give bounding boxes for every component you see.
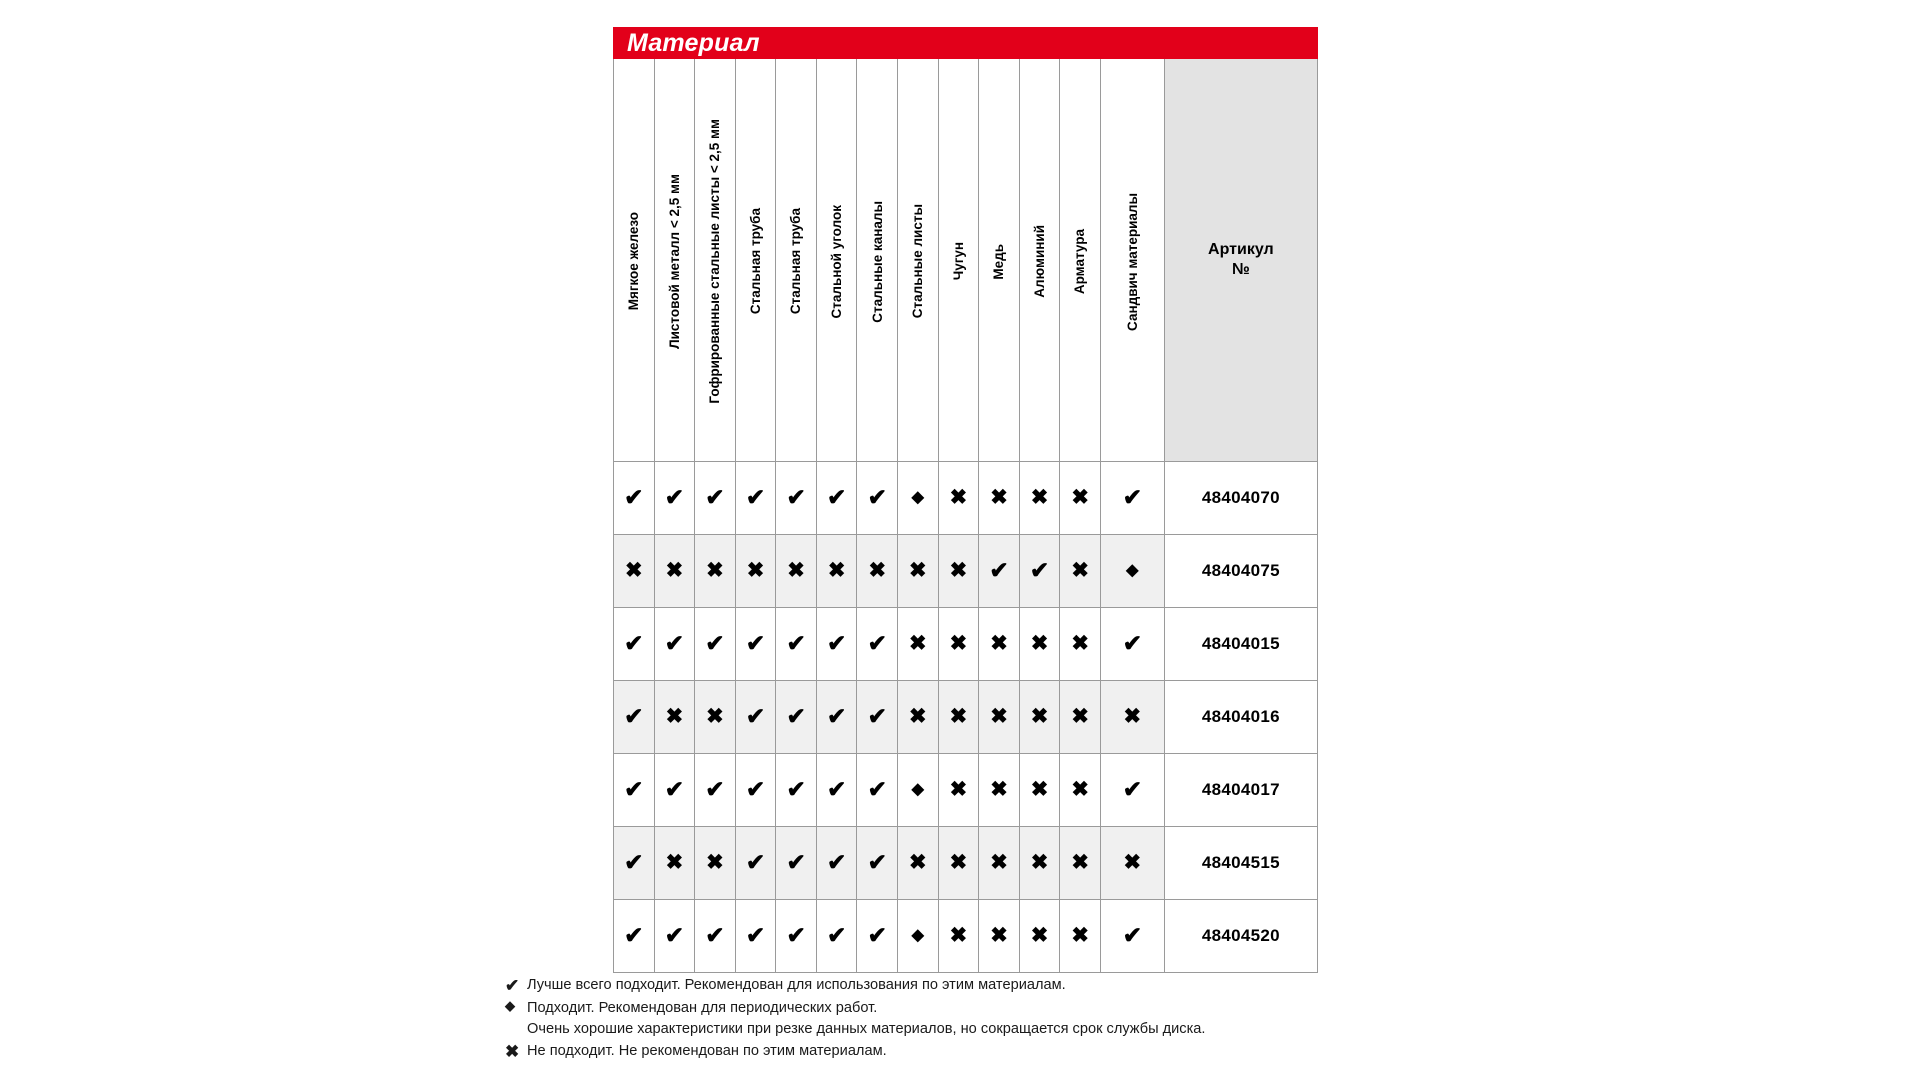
table-row [614,754,1318,827]
matrix-head [614,59,1318,462]
table-row [614,462,1318,535]
cell-steel_pipe [735,608,776,681]
column-header-label: Гофрированные стальные листы < 2,5 мм [707,119,723,404]
cell-sandwich [1100,754,1164,827]
cell-copper [979,754,1020,827]
cell-steel_plates [898,900,939,973]
matrix-table [613,59,1318,973]
cross-icon: ✖ [909,851,927,874]
column-header-soft_iron [614,59,655,462]
legend-item [505,998,1405,1040]
column-header-steel_plates [898,59,939,462]
cross-icon: ✖ [706,851,724,874]
cell-sheet_metal [654,535,695,608]
check-icon: ✔ [1122,922,1142,948]
column-header-steel_pipe [735,59,776,462]
check-icon: ✔ [1029,557,1050,583]
column-header-aluminium [1019,59,1060,462]
cell-article-number: 48404015 [1164,608,1317,681]
table-title: Материал [613,27,1318,59]
cell-steel_pipe [735,462,776,535]
diamond-icon: ◆ [1126,562,1139,579]
cell-corrugated_sheets [695,900,736,973]
column-header-label: Сандвич материалы [1124,192,1140,331]
cell-steel_channels [857,535,898,608]
cell-sandwich [1100,608,1164,681]
cross-icon: ✖ [624,559,643,582]
check-icon: ✔ [745,776,766,802]
check-icon: ✔ [624,849,644,875]
cell-cast_iron [938,462,979,535]
cross-icon: ✖ [827,559,846,582]
check-icon: ✔ [827,630,847,656]
column-header-copper [979,59,1020,462]
cell-article-number: 48404515 [1164,827,1317,900]
cell-steel_angle [816,827,857,900]
matrix-body [614,462,1318,973]
legend [505,975,1405,1065]
cell-cast_iron [938,900,979,973]
cell-aluminium [1019,535,1060,608]
cross-icon: ✖ [1030,924,1049,947]
article-header-line2: № [1231,261,1250,278]
cell-steel_plates [898,535,939,608]
check-icon: ✔ [827,484,847,510]
cell-steel_angle [816,462,857,535]
cell-aluminium [1019,827,1060,900]
check-icon: ✔ [867,703,887,729]
cross-icon: ✖ [1123,851,1142,874]
cross-icon: ✖ [949,851,968,874]
cell-sheet_metal [654,681,695,754]
cell-rebar [1060,608,1101,681]
check-icon: ✔ [745,703,766,729]
check-icon: ✔ [786,776,806,802]
cross-icon: ✖ [990,486,1008,509]
cell-copper [979,900,1020,973]
cell-steel_tube [776,535,817,608]
cell-sheet_metal [654,462,695,535]
cross-icon: ✖ [990,851,1008,874]
check-icon: ✔ [786,849,806,875]
cell-soft_iron [614,900,655,973]
check-icon: ✔ [867,630,887,656]
legend-symbol-icon: ◆ [505,998,515,1014]
cell-copper [979,681,1020,754]
check-icon: ✔ [786,922,806,948]
cross-icon: ✖ [1030,778,1049,801]
legend-item [505,1041,1405,1063]
diamond-icon: ◆ [911,489,924,506]
cross-icon: ✖ [868,559,887,582]
cross-icon: ✖ [665,559,684,582]
column-header-sandwich [1100,59,1164,462]
column-header-steel_angle [816,59,857,462]
cross-icon: ✖ [1071,705,1089,728]
cross-icon: ✖ [1071,632,1089,655]
cross-icon: ✖ [746,559,765,582]
cell-cast_iron [938,535,979,608]
cell-sandwich [1100,827,1164,900]
check-icon: ✔ [664,630,684,656]
cell-aluminium [1019,462,1060,535]
cell-steel_angle [816,681,857,754]
check-icon: ✔ [989,557,1009,583]
cell-steel_angle [816,754,857,827]
cross-icon: ✖ [1071,851,1089,874]
legend-text: Подходит. Рекомендован для периодических работ. [527,1000,878,1017]
cell-cast_iron [938,827,979,900]
cross-icon: ✖ [949,924,968,947]
check-icon: ✔ [867,922,887,948]
cell-aluminium [1019,754,1060,827]
cell-sheet_metal [654,608,695,681]
cell-steel_channels [857,900,898,973]
check-icon: ✔ [827,703,847,729]
cell-rebar [1060,754,1101,827]
cell-steel_tube [776,900,817,973]
cross-icon: ✖ [706,705,724,728]
cross-icon: ✖ [949,705,968,728]
check-icon: ✔ [624,630,644,656]
check-icon: ✔ [1122,776,1142,802]
column-header-label: Чугун [950,242,966,281]
cell-soft_iron [614,535,655,608]
column-header-label: Стальная труба [747,208,763,315]
cell-steel_pipe [735,827,776,900]
table-row [614,535,1318,608]
cell-article-number: 48404075 [1164,535,1317,608]
cell-soft_iron [614,462,655,535]
check-icon: ✔ [624,703,644,729]
legend-text-block [527,975,1405,996]
cell-copper [979,608,1020,681]
cell-corrugated_sheets [695,681,736,754]
check-icon: ✔ [705,922,725,948]
cell-steel_angle [816,608,857,681]
cell-steel_pipe [735,681,776,754]
column-header-corrugated_sheets [695,59,736,462]
cell-copper [979,462,1020,535]
legend-symbol-icon: ✔ [505,976,520,995]
legend-text: Не подходит. Не рекомендован по этим материалам. [527,1043,887,1060]
cross-icon: ✖ [909,632,927,655]
cell-sheet_metal [654,900,695,973]
legend-text-block [527,998,1405,1040]
column-header-steel_channels [857,59,898,462]
cross-icon: ✖ [1071,778,1089,801]
cell-soft_iron [614,681,655,754]
article-header-line1: Артикул [1208,241,1274,258]
cross-icon: ✖ [990,778,1008,801]
check-icon: ✔ [705,776,725,802]
cell-corrugated_sheets [695,535,736,608]
cell-sandwich [1100,535,1164,608]
cell-steel_channels [857,827,898,900]
check-icon: ✔ [745,922,766,948]
column-header-label: Мягкое железо [626,212,642,311]
cross-icon: ✖ [1030,705,1049,728]
cell-corrugated_sheets [695,462,736,535]
cell-steel_plates [898,608,939,681]
cell-rebar [1060,535,1101,608]
cell-rebar [1060,827,1101,900]
cell-cast_iron [938,608,979,681]
legend-text-block [527,1041,1405,1062]
cell-steel_tube [776,681,817,754]
cell-corrugated_sheets [695,608,736,681]
cell-aluminium [1019,900,1060,973]
cell-steel_tube [776,827,817,900]
column-header-steel_tube [776,59,817,462]
table-row [614,608,1318,681]
column-header-article-label [1165,240,1317,280]
cross-icon: ✖ [909,559,927,582]
cell-corrugated_sheets [695,754,736,827]
column-header-label: Листовой металл < 2,5 мм [666,174,682,349]
cell-aluminium [1019,681,1060,754]
cell-article-number: 48404017 [1164,754,1317,827]
check-icon: ✔ [624,484,644,510]
table-row [614,827,1318,900]
legend-subtext: Очень хорошие характеристики при резке данных материалов, но сокращается срок службы диска. [527,1021,1206,1038]
cell-steel_channels [857,608,898,681]
check-icon: ✔ [827,776,847,802]
check-icon: ✔ [867,776,887,802]
legend-item [505,975,1405,997]
cross-icon: ✖ [949,486,968,509]
cell-steel_plates [898,754,939,827]
cell-article-number: 48404520 [1164,900,1317,973]
cell-steel_tube [776,754,817,827]
legend-text: Лучше всего подходит. Рекомендован для использования по этим материалам. [527,977,1066,993]
cell-cast_iron [938,681,979,754]
column-header-label: Арматура [1072,228,1088,295]
cross-icon: ✖ [665,851,684,874]
column-header-label: Медь [991,243,1007,280]
cell-sheet_metal [654,754,695,827]
cell-copper [979,535,1020,608]
cross-icon: ✖ [1030,486,1049,509]
check-icon: ✔ [745,630,766,656]
check-icon: ✔ [786,630,806,656]
cross-icon: ✖ [909,705,927,728]
column-header-sheet_metal [654,59,695,462]
cell-steel_plates [898,681,939,754]
check-icon: ✔ [705,630,725,656]
cell-cast_iron [938,754,979,827]
cell-steel_tube [776,608,817,681]
column-header-row [614,59,1318,462]
cell-steel_channels [857,462,898,535]
cell-steel_channels [857,681,898,754]
cross-icon: ✖ [1123,705,1142,728]
cell-copper [979,827,1020,900]
cell-steel_plates [898,827,939,900]
column-header-label: Стальной уголок [828,204,844,319]
check-icon: ✔ [867,484,887,510]
cell-sandwich [1100,681,1164,754]
check-icon: ✔ [745,484,766,510]
cell-steel_angle [816,900,857,973]
cross-icon: ✖ [1030,851,1049,874]
cross-icon: ✖ [665,705,684,728]
column-header-cast_iron [938,59,979,462]
column-header-label: Стальная труба [788,208,804,315]
column-header-label: Стальные листы [910,204,926,319]
cross-icon: ✖ [1071,924,1089,947]
cell-steel_pipe [735,535,776,608]
cell-corrugated_sheets [695,827,736,900]
cell-steel_plates [898,462,939,535]
cross-icon: ✖ [949,632,968,655]
column-header-label: Алюминий [1031,225,1047,298]
check-icon: ✔ [786,484,806,510]
cell-soft_iron [614,754,655,827]
column-header-article [1164,59,1317,462]
check-icon: ✔ [624,776,644,802]
cell-rebar [1060,681,1101,754]
diamond-icon: ◆ [911,781,924,798]
cell-aluminium [1019,608,1060,681]
cross-icon: ✖ [990,924,1008,947]
cross-icon: ✖ [787,559,805,582]
cross-icon: ✖ [990,632,1008,655]
check-icon: ✔ [1122,630,1142,656]
cross-icon: ✖ [949,559,968,582]
cross-icon: ✖ [949,778,968,801]
table-row [614,681,1318,754]
check-icon: ✔ [867,849,887,875]
cell-sandwich [1100,462,1164,535]
column-header-rebar [1060,59,1101,462]
cross-icon: ✖ [1071,559,1089,582]
cross-icon: ✖ [1071,486,1089,509]
table-row [614,900,1318,973]
cell-steel_pipe [735,754,776,827]
check-icon: ✔ [624,922,644,948]
check-icon: ✔ [664,484,684,510]
cell-sheet_metal [654,827,695,900]
check-icon: ✔ [664,922,684,948]
cell-steel_channels [857,754,898,827]
cell-soft_iron [614,608,655,681]
check-icon: ✔ [745,849,766,875]
cell-rebar [1060,900,1101,973]
cell-soft_iron [614,827,655,900]
check-icon: ✔ [827,849,847,875]
cell-steel_pipe [735,900,776,973]
legend-symbol-icon: ✖ [505,1042,520,1062]
column-header-label: Стальные каналы [869,200,885,323]
cell-steel_tube [776,462,817,535]
cross-icon: ✖ [990,705,1008,728]
cell-sandwich [1100,900,1164,973]
cross-icon: ✖ [1030,632,1049,655]
check-icon: ✔ [705,484,725,510]
check-icon: ✔ [664,776,684,802]
diamond-icon: ◆ [911,927,924,944]
cell-article-number: 48404070 [1164,462,1317,535]
check-icon: ✔ [827,922,847,948]
cell-article-number: 48404016 [1164,681,1317,754]
material-compatibility-table [613,27,1318,973]
check-icon: ✔ [1122,484,1142,510]
cell-steel_angle [816,535,857,608]
cell-rebar [1060,462,1101,535]
cross-icon: ✖ [706,559,724,582]
check-icon: ✔ [786,703,806,729]
